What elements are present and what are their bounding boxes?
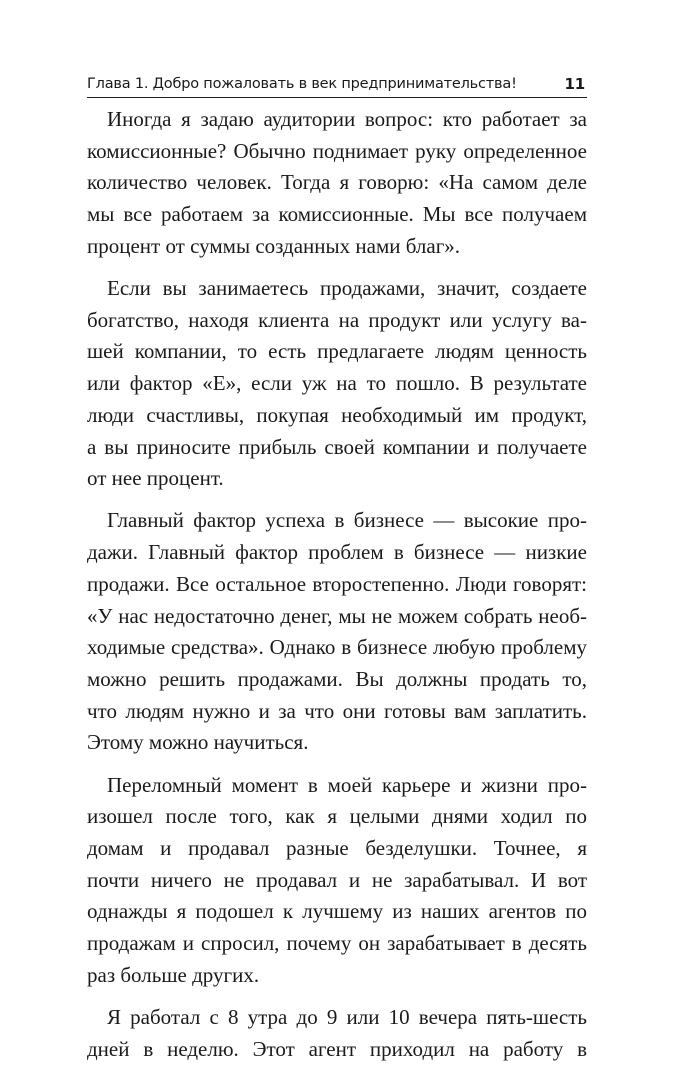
text-line: процент от суммы созданных нами благ». (87, 233, 461, 258)
text-line: богатство, находя клиента на продукт или услугу ва- (87, 307, 587, 332)
text-line: от нее процент. (87, 466, 224, 491)
text-line: дажи. Главный фактор проблем в бизнесе — низкие (87, 540, 587, 565)
text-line: а вы приносите прибыль своей компании и получаете (87, 434, 587, 459)
body-text (87, 104, 587, 1076)
running-header (87, 72, 587, 98)
text-line: ходимые средства». Однако в бизнесе любую проблему (87, 635, 587, 660)
page-number: 11 (564, 75, 585, 93)
text-line: раз больше других. (87, 962, 260, 987)
text-line: изошел после того, как я целыми днями ходил по (87, 804, 587, 829)
text-line: мы все работаем за комиссионные. Мы все получаем (87, 202, 587, 227)
text-line: продажам и спросил, почему он зарабатывает в десять (87, 931, 587, 956)
paragraph (87, 104, 587, 263)
text-line: что людям нужно и за что они готовы вам заплатить. (87, 698, 587, 723)
text-line: продажи. Все остальное второстепенно. Люди говорят: (87, 571, 587, 596)
text-line: почти ничего не продавал и не зарабатывал. И вот (87, 867, 587, 892)
text-line: количество человек. Тогда я говорю: «На самом деле (87, 170, 587, 195)
text-line: однажды я подошел к лучшему из наших агентов по (87, 899, 587, 924)
chapter-title: Глава 1. Добро пожаловать в век предпринимательства! (87, 76, 517, 92)
text-line: Если вы занимаетесь продажами, значит, создаете (107, 276, 587, 301)
text-line: Главный фактор успеха в бизнесе — высокие про- (107, 508, 587, 533)
paragraph (87, 505, 587, 759)
text-line: можно решить продажами. Вы должны продать то, (87, 666, 587, 691)
text-line: комиссионные? Обычно поднимает руку определенное (87, 138, 587, 163)
paragraph (87, 1002, 587, 1065)
text-line: Я работал с 8 утра до 9 или 10 вечера пять-шесть (107, 1004, 587, 1029)
text-line: дней в неделю. Этот агент приходил на работу в (87, 1036, 587, 1061)
text-line: шей компании, то есть предлагаете людям ценность (87, 339, 587, 364)
text-line: Переломный момент в моей карьере и жизни про- (107, 772, 587, 797)
text-line: Иногда я задаю аудитории вопрос: кто работает за (107, 107, 587, 131)
paragraph (87, 770, 587, 992)
text-line: «У нас недостаточно денег, мы не можем собрать необ- (87, 603, 587, 628)
paragraph (87, 273, 587, 495)
text-line: или фактор «Е», если уж на то пошло. В результате (87, 371, 587, 396)
text-line: домам и продавал разные безделушки. Точнее, я (87, 835, 587, 860)
header-rule (87, 97, 587, 98)
text-line: Этому можно научиться. (87, 730, 309, 755)
text-line: люди счастливы, покупая необходимый им продукт, (87, 402, 587, 427)
